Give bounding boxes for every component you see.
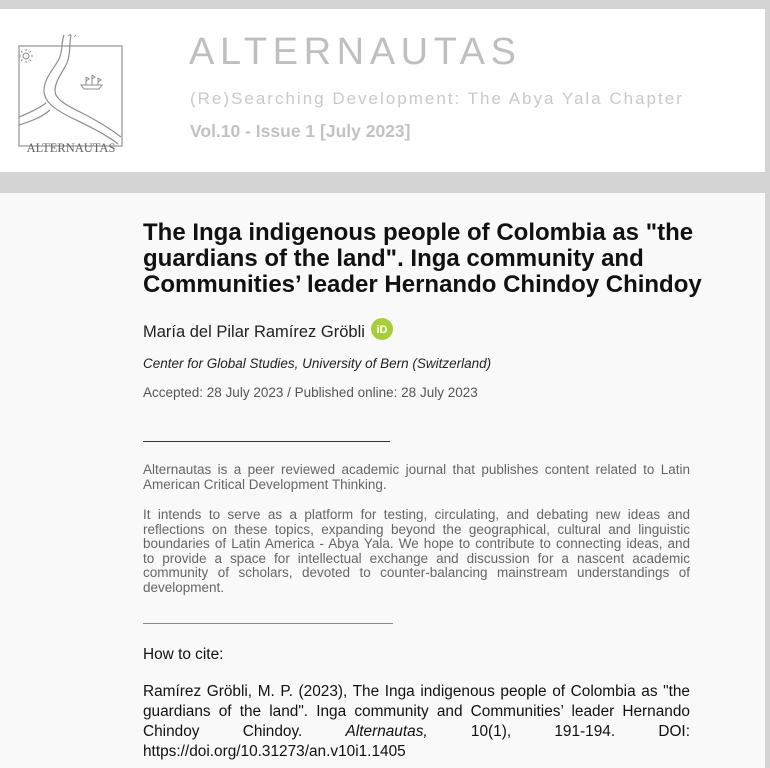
- orcid-icon-label: iD: [376, 324, 388, 336]
- author-affiliation: Center for Global Studies, University of Bern (Switzerland): [143, 356, 492, 371]
- journal-subtitle: (Re)Searching Development: The Abya Yala Chapter: [190, 89, 684, 108]
- paragraph-line: It intends to serve as a platform for testing, circulating, and debating new ideas and: [143, 507, 690, 522]
- divider: [143, 623, 393, 624]
- author-name: María del Pilar Ramírez Gröbli: [143, 323, 365, 341]
- journal-issue: Vol.10 - Issue 1 [July 2023]: [190, 121, 411, 141]
- sun-icon: [19, 49, 33, 63]
- orcid-icon[interactable]: [371, 318, 393, 340]
- article-title-line: The Inga indigenous people of Colombia as "the: [143, 219, 694, 246]
- journal-header: [0, 9, 765, 172]
- journal-description: [143, 463, 690, 492]
- citation-line: Ramírez Gröbli, M. P. (2023), The Inga indigenous people of Colombia as "the: [143, 683, 690, 700]
- boat-icon: [81, 75, 102, 89]
- article-title-line: guardians of the land". Inga community and: [143, 245, 644, 272]
- article-title: [143, 220, 702, 298]
- citation-text: Chindoy Chindoy.: [143, 723, 303, 740]
- paragraph-line: development.: [143, 579, 225, 595]
- paragraph-line: boundaries of Latin America - Abya Yala. We hope to contribute to connecting ideas, and: [143, 536, 690, 552]
- river-drawing: [19, 35, 121, 144]
- citation-line: guardians of the land". Inga community and Communities’ leader Hernando: [143, 703, 690, 720]
- paragraph-line: reflections on these topics, expanding beyond the geographical, cultural and linguistic: [143, 521, 690, 537]
- citation-line: [143, 742, 690, 762]
- paragraph-line: American Critical Development Thinking.: [143, 476, 387, 492]
- journal-mission: [143, 508, 690, 596]
- paragraph-line: to provide a space for intellectual exchange and discussion for a nascent academic: [143, 550, 690, 566]
- citation-line: [143, 722, 690, 742]
- journal-name: ALTERNAUTAS: [189, 31, 522, 73]
- doi-link[interactable]: https://doi.org/10.31273/an.v10i1.1405: [143, 743, 406, 760]
- logo-frame: [19, 46, 122, 146]
- logo-wordmark: ALTERNAUTAS: [26, 141, 116, 155]
- journal-logo: [14, 33, 126, 149]
- paragraph-line: community of scholars, devoted to counter-balancing mainstream understandings of: [143, 565, 690, 581]
- article-title-line: Communities’ leader Hernando Chindoy Chindoy: [143, 271, 702, 298]
- logo-mark: [68, 34, 76, 37]
- how-to-cite-heading: How to cite:: [143, 646, 224, 663]
- citation-journal-name: Alternautas,: [345, 723, 428, 740]
- paragraph-line: Alternautas is a peer reviewed academic journal that publishes content related to Latin: [143, 462, 690, 477]
- citation-text: 10(1), 191-194. DOI:: [470, 723, 690, 740]
- divider: [143, 441, 390, 442]
- author-row: [143, 317, 393, 341]
- citation: [143, 682, 690, 762]
- publication-dates: Accepted: 28 July 2023 / Published online: 28 July 2023: [143, 385, 478, 400]
